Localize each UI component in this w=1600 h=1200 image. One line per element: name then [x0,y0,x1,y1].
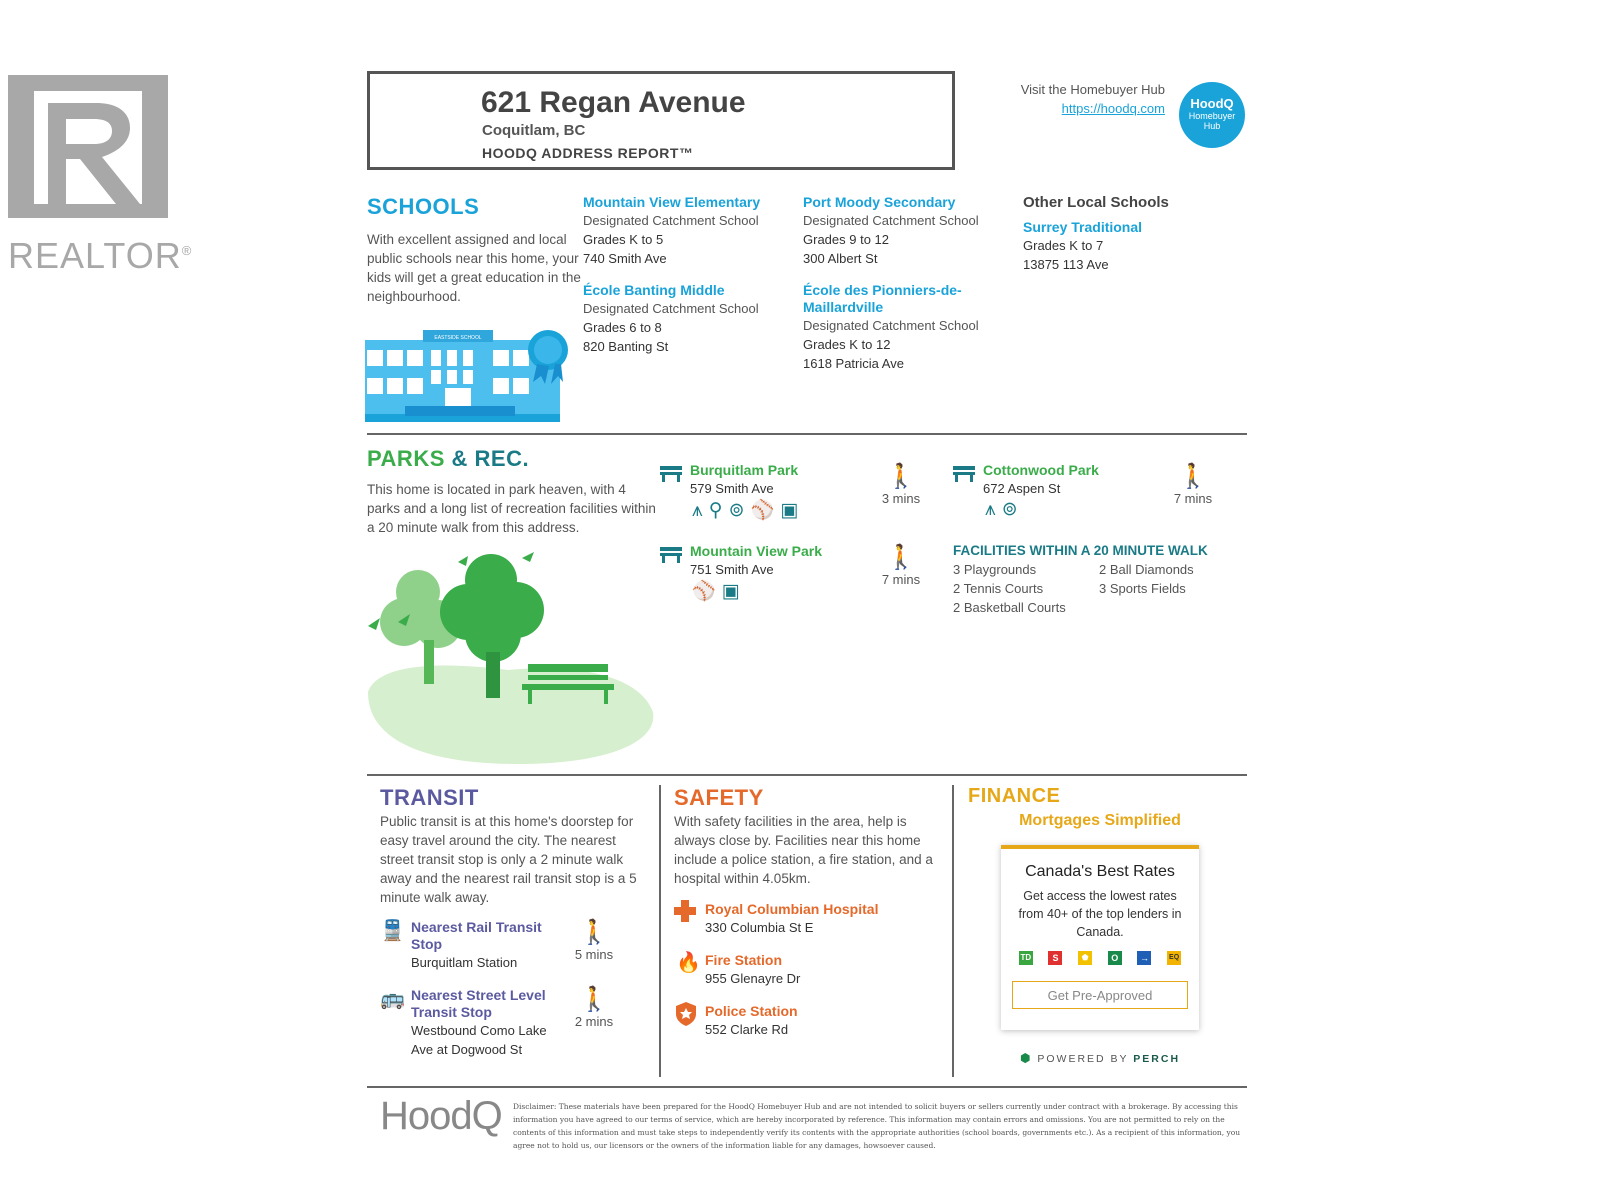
school-1 [583,194,793,268]
disclaimer: Disclaimer: These materials have been prepared for the HoodQ Homebuyer Hub and are not intended to solicit buyers or sellers currently under contract with a brokerage. By accessing this information you have agreed to our terms of service, which are hereby incorporated by reference. This information may contain errors and omissions. You are not permitted to rely on the contents of this information and must take steps to independently verify its contents with the appropriate authorities (school boards, governments etc.). As a recipient of this information, you agree not to hold us, our licensors or the owners of the information liable for any damages, howsoever caused. [513,1102,1241,1150]
rail-walk-time: 5 mins [574,947,614,962]
hospital-cross-icon [674,900,696,922]
tennis-icon: ⚲ [708,500,729,521]
school-3-address: 820 Banting St [583,339,669,354]
park-2-walk [1163,462,1223,506]
powered-prefix: POWERED BY [1037,1053,1129,1065]
divider-schools [367,433,1247,435]
school-2 [803,194,1013,268]
school-3-type: Designated Catchment School [583,301,759,316]
address-header-box [367,71,955,170]
finance-card [1001,845,1199,1030]
facility-item: 2 Basketball Courts [953,600,1066,615]
other-school-address: 13875 113 Ave [1023,257,1109,272]
walking-person-icon: 🚶 [886,463,916,490]
park-2 [983,462,1183,498]
realtor-r-icon [8,75,168,218]
schools-description: With excellent assigned and local public schools near this home, your kids will get a great education in the neighbourhood. [367,232,581,304]
facility-item: 3 Sports Fields [1099,581,1186,596]
sports-field-icon: ▣ [780,500,805,521]
hub-link[interactable]: https://hoodq.com [1061,101,1165,116]
facility-item: 2 Tennis Courts [953,581,1044,596]
homebuyer-hub-badge[interactable] [1179,82,1245,148]
park-2-name[interactable]: Cottonwood Park [983,462,1099,478]
school-2-type: Designated Catchment School [803,213,979,228]
other-school-name[interactable]: Surrey Traditional [1023,219,1143,235]
walking-person-icon: 🚶 [886,544,916,571]
street-walk [564,985,624,1029]
park-2-address: 672 Aspen St [983,481,1061,496]
school-1-grades: Grades K to 5 [583,232,664,247]
finance-subtitle: Mortgages Simplified [1019,812,1181,829]
realtor-logo [8,75,193,285]
street-title-line2: Transit Stop [411,1004,492,1020]
badge-line1: HoodQ [1190,96,1234,111]
school-2-address: 300 Albert St [803,251,878,266]
map-pin-icon: ⬢ [1019,1051,1033,1065]
train-icon: 🚆 [380,920,405,942]
address-city: Coquitlam, BC [482,122,586,139]
transit-heading: TRANSIT [380,785,479,810]
other-schools [1023,194,1243,274]
park-3-walk [871,543,931,587]
rail-station: Burquitlam Station [411,955,518,970]
hospital-address: 330 Columbia St E [705,920,814,935]
lender-logos [1011,951,1189,965]
hospital-name[interactable]: Royal Columbian Hospital [705,901,879,917]
walking-person-icon: 🚶 [579,986,609,1013]
divider-safety-finance [952,785,954,1077]
finance-card-title: Canada's Best Rates [1025,863,1175,880]
rail-transit-title[interactable] [411,919,571,953]
park-2-walk-time: 7 mins [1173,491,1213,506]
park-1 [690,462,890,498]
parks-description: This home is located in park heaven, with 4 parks and a long list of recreation facilities within a 20 minute walk from this address. [367,482,656,535]
bench-icon [953,466,975,482]
baseball-icon: ⚾ [692,581,722,602]
fire-icon: 🔥 [676,952,701,974]
park-3-name[interactable]: Mountain View Park [690,543,822,559]
playground-icon: ⩚ [985,499,1002,520]
get-pre-approved-button[interactable]: Get Pre-Approved [1012,981,1188,1009]
walking-person-icon: 🚶 [579,919,609,946]
school-3-grades: Grades 6 to 8 [583,320,662,335]
finance-card-text: Get access the lowest rates from 40+ of the top lenders in Canada. [1018,889,1182,939]
bus-icon: 🚌 [380,988,405,1010]
police-station-name[interactable]: Police Station [705,1003,798,1019]
homebuyer-hub-visit [985,82,1165,118]
lender-logo-icon: → [1137,951,1151,965]
park-3 [690,543,890,579]
school-4 [803,282,1013,373]
school-4-address: 1618 Patricia Ave [803,356,904,371]
facility-item: 3 Playgrounds [953,562,1037,577]
lender-logo-icon: O [1108,951,1122,965]
playground-icon: ⩚ [692,500,709,521]
street-transit [411,987,581,1059]
school-1-address: 740 Smith Ave [583,251,667,266]
powered-by-perch[interactable] [1001,1051,1199,1065]
school-2-name[interactable]: Port Moody Secondary [803,194,956,210]
street-walk-time: 2 mins [574,1014,614,1029]
safety-hospital [705,901,935,937]
parks-heading-a: PARKS [367,446,445,471]
park-3-walk-time: 7 mins [881,572,921,587]
park-2-amenities [985,498,1024,521]
school-1-type: Designated Catchment School [583,213,759,228]
other-schools-title: Other Local Schools [1023,194,1169,211]
report-label: HOODQ ADDRESS REPORT™ [482,145,694,161]
transit-description: Public transit is at this home's doorstep for easy travel around the city. The nearest street transit stop is only a 2 minute walk away and the nearest rail transit stop is a 5 minute walk away. [380,814,637,905]
baseball-icon: ⚾ [750,500,781,521]
street-transit-title[interactable] [411,987,581,1021]
parks-heading-b: & REC. [451,446,530,471]
safety-police [705,1003,935,1039]
powered-brand: PERCH [1133,1053,1181,1065]
fire-station-address: 955 Glenayre Dr [705,971,801,986]
basketball-icon: ⊚ [1001,499,1024,520]
park-1-walk [871,462,931,506]
school-2-grades: Grades 9 to 12 [803,232,889,247]
sports-field-icon: ▣ [721,581,746,602]
schools-heading: SCHOOLS [367,194,480,219]
bench-icon [660,547,682,563]
bench-icon [660,466,682,482]
lender-logo-icon: ⬟ [1078,951,1092,965]
school-4-type: Designated Catchment School [803,318,979,333]
street-title-line1: Nearest Street Level [411,987,546,1003]
school-4-name-line1: École des Pionniers-de- [803,282,962,298]
police-station-address: 552 Clarke Rd [705,1022,789,1037]
badge-line3: Hub [1203,121,1221,131]
school-4-name[interactable] [803,282,1013,316]
lender-logo-icon: S [1048,951,1062,965]
visit-text: Visit the Homebuyer Hub [1020,82,1165,97]
park-1-walk-time: 3 mins [881,491,921,506]
police-shield-icon [676,1002,696,1026]
rail-title-line1: Nearest Rail Transit [411,919,542,935]
facility-item: 2 Ball Diamonds [1099,562,1194,577]
basketball-icon: ⊚ [728,500,751,521]
school-3-name[interactable]: École Banting Middle [583,282,725,298]
rail-walk [564,918,624,962]
facilities-title: FACILITIES WITHIN A 20 MINUTE WALK [953,543,1208,558]
other-school-grades: Grades K to 7 [1023,238,1104,253]
park-1-address: 579 Smith Ave [690,481,774,496]
street-stop-line2: Ave at Dogwood St [411,1042,523,1057]
park-3-address: 751 Smith Ave [690,562,774,577]
park-3-amenities [692,579,746,603]
badge-line2: Homebuyer [1188,111,1236,121]
hoodq-footer-logo: HoodQ [380,1094,502,1138]
park-1-name[interactable]: Burquitlam Park [690,462,799,478]
divider-footer [367,1086,1247,1088]
school-4-name-line2: Maillardville [803,299,884,315]
safety-description: With safety facilities in the area, help is always close by. Facilities near this home include a police station, a fire station, and a hospital within 4.05km. [674,814,933,886]
school-sign: EASTSIDE SCHOOL [434,335,482,341]
school-building-illustration [365,330,580,430]
school-3 [583,282,793,356]
divider-parks [367,774,1247,776]
finance-heading: FINANCE [968,785,1061,807]
parks-heading [367,446,529,472]
facilities [953,543,1243,617]
park-illustration [368,552,658,767]
fire-station-name[interactable]: Fire Station [705,952,783,968]
lender-logo-icon: EQ [1167,951,1181,965]
rail-transit [411,919,571,972]
address-title: 621 Regan Avenue [481,86,746,119]
divider-transit-safety [659,785,661,1077]
walking-person-icon: 🚶 [1178,463,1208,490]
realtor-wordmark: REALTOR® [8,235,193,276]
park-1-amenities [692,498,804,522]
safety-fire [705,952,935,988]
school-1-name[interactable]: Mountain View Elementary [583,194,761,210]
school-4-grades: Grades K to 12 [803,337,891,352]
lender-logo-icon: TD [1019,951,1033,965]
street-stop-line1: Westbound Como Lake [411,1023,547,1038]
rail-title-line2: Stop [411,936,443,952]
safety-heading: SAFETY [674,785,764,810]
